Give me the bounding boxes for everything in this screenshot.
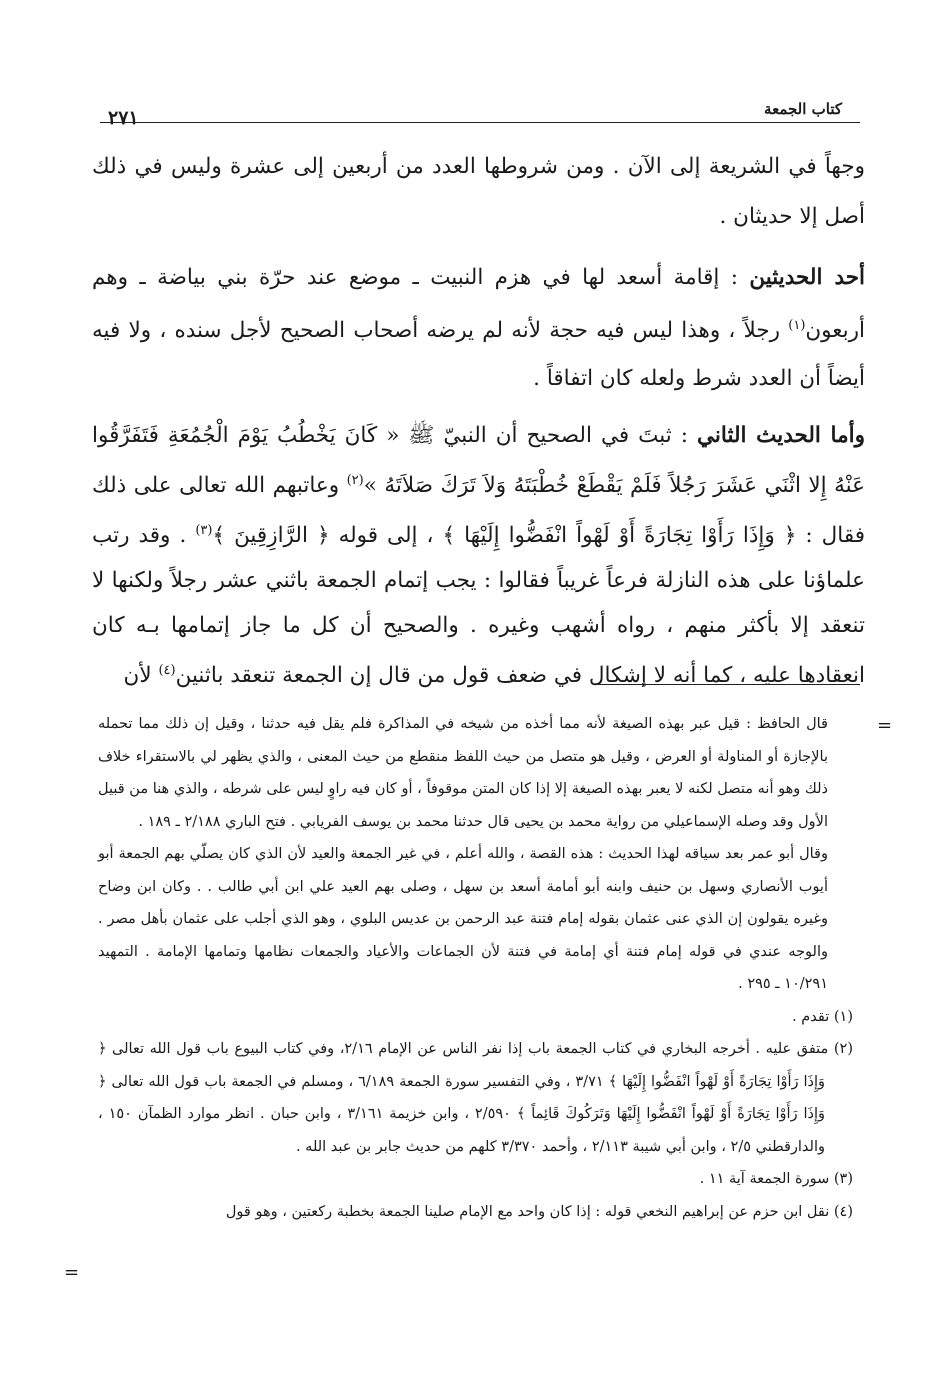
paragraph-3 [92,413,865,698]
paragraph-2-body: : إقامة أسعد لها في هزم النبيت ـ موضع عند حرّة بني بياضة ـ وهم أربعون [92,265,865,344]
main-text [92,142,865,699]
paragraph-1: وجهاً في الشريعة إلى الآن . ومن شروطها العدد من أربعين إلى عشرة وليس في ذلك أصل إلا حديثان . [92,154,865,229]
paragraph-2-lead: أحد الحديثين [749,265,865,290]
footnote-ref-3: (٣) [195,523,213,539]
footnote-ref-2: (٢) [346,473,364,489]
footnote-continuation-2: وقال أبو عمر بعد سياقه لهذا الحديث : هذه القصة ، والله أعلم ، في غير الجمعة والعيد لأن الذي كان يصلّي بهم الجمعة أبو أيوب الأنصاري وسهل بن حنيف وابنه أبو أمامة أسعد بن سهل ، وصلى بهم العيد علي ابن أبي طالب . . وكان ابن وضاح وغيره يقولون إن الذي عنى عثمان بقوله إمام فتنة عبد الرحمن بن عديس البلوي ، وهو الذي أجلب على عثمان بأهل مصر . والوجه عندي في قوله إمام فتنة أي إمامة في فتنة لأن الجماعات والأعياد والجمعات نظامها وتمامها الإمامة . التمهيد ١٠/٢٩١ ـ ٢٩٥ . [98,846,828,992]
footnote-4: (٤) نقل ابن حزم عن إبراهيم النخعي قوله : إذا كان واحد مع الإمام صلينا الجمعة بخطبة ركعتين ، وهو قول [225,1203,853,1220]
footnote-3: (٣) سورة الجمعة آية ١١ . [699,1171,853,1187]
paragraph-3-body-4: لأن [123,663,159,689]
footnote-2: (٢) متفق عليه . أخرجه البخاري في كتاب الجمعة باب إذا نفر الناس عن الإمام ٢/١٦، وفي كتاب البيوع باب قول الله تعالى ﴿ وَإِذَا رَأَوْا تِجَارَةً أَوْ لَهْواً انْفَضُّوا إِلَيْهَا ﴾ ٣/٧١ ، وفي التفسير سورة الجمعة ٦/١٨٩ ، ومسلم في الجمعة باب قول الله تعالى ﴿ وَإِذَا رَأَوْا تِجَارَةً أَوْ لَهْواً انْفَضُّوا إِلَيْهَا وَتَرَكُوكَ قَائِماً ﴾ ٢/٥٩٠ ، وابن خزيمة ٣/١٦١ ، وابن حبان . انظر موارد الظمآن ١٥٠ ، والدارقطني ٢/٥ ، وابن أبي شيبة ٢/١١٣ ، وأحمد ٣/٣٧٠ كلهم من حديث جابر بن عبد الله . [98,1041,853,1155]
footnote-continuation-1: قال الحافظ : قيل عبر بهذه الصيغة لأنه مما أخذه من شيخه في المذاكرة فلم يقل فيه حدثنا ، وقيل إن ذلك مما تحمله بالإجازة أو المناولة أو العرض ، وقيل هو متصل من حيث اللفظ منقطع من حيث المعنى ، والذي يظهر لي بالاستقراء خلاف ذلك وهو أنه متصل لكنه لا يعبر بهذه الصيغة إلا إذا كان المتن موقوفاً ، أو كان فيه راوٍ ليس على شرطه ، والذي هنا من قبيل الأول وقد وصله الإسماعيلي من رواية محمد بن يحيى قال حدثنا محمد بن يوسف الفريابي . فتح الباري ٢/١٨٨ ـ ١٨٩ . [98,716,829,830]
continuation-mark-bottom: = [64,1262,80,1283]
paragraph-3-body-3: . وقد رتب علماؤنا على هذه النازلة فرعاً غريباً فقالوا : يجب إتمام الجمعة باثني عشر رجلاً ولكنها لا تنعقد إلا بأكثر منهم ، رواه أشهب وغيره . والصحيح أن كل ما جاز إتمامها بـه كان انعقادها عليه ، كما أنه لا إشكال في ضعف قول من قال إن الجمعة تنعقد باثنين [92,523,865,689]
footnotes [98,708,853,1228]
paragraph-3-body-1: : ثبتَ في الصحيح أن النبيّ ﷺ « كَانَ يَخْطُبُ يَوْمَ الْجُمُعَةِ فَتَفَرَّقُوا عَنْهُ إِلا اثْنَي عَشَرَ رَجُلاً فَلَمْ يَقْطَعْ خُطْبَتَهُ وَلاَ تَرَكَ صَلاَتَهُ » [92,423,865,499]
running-header-title: كتاب الجمعة [764,100,842,118]
footnote-separator [598,684,860,685]
continuation-mark-top: = [877,715,893,736]
footnote-ref-1: (١) [788,318,806,333]
footnote-ref-4: (٤) [158,663,176,679]
paragraph-2 [92,254,865,403]
header-rule [100,122,860,123]
footnote-1: (١) تقدم . [792,1008,853,1025]
page-number: ٢٧١ [108,107,139,129]
paragraph-3-lead: وأما الحديث الثاني [697,423,865,449]
paragraph-3-body-2: وعاتبهم الله تعالى على ذلك فقال : ﴿ وَإِذَا رَأَوْا تِجَارَةً أَوْ لَهْواً انْفَضُّوا إِلَيْهَا ﴾ ، إلى قوله ﴿ الرَّازِقِينَ ﴾ [92,473,865,549]
paragraph-2-tail: رجلاً ، وهذا ليس فيه حجة لأنه لم يرضه أصحاب الصحيح لأجل سنده ، ولا فيه أيضاً أن العدد شرط ولعله كان اتفاقاً . [92,318,865,392]
